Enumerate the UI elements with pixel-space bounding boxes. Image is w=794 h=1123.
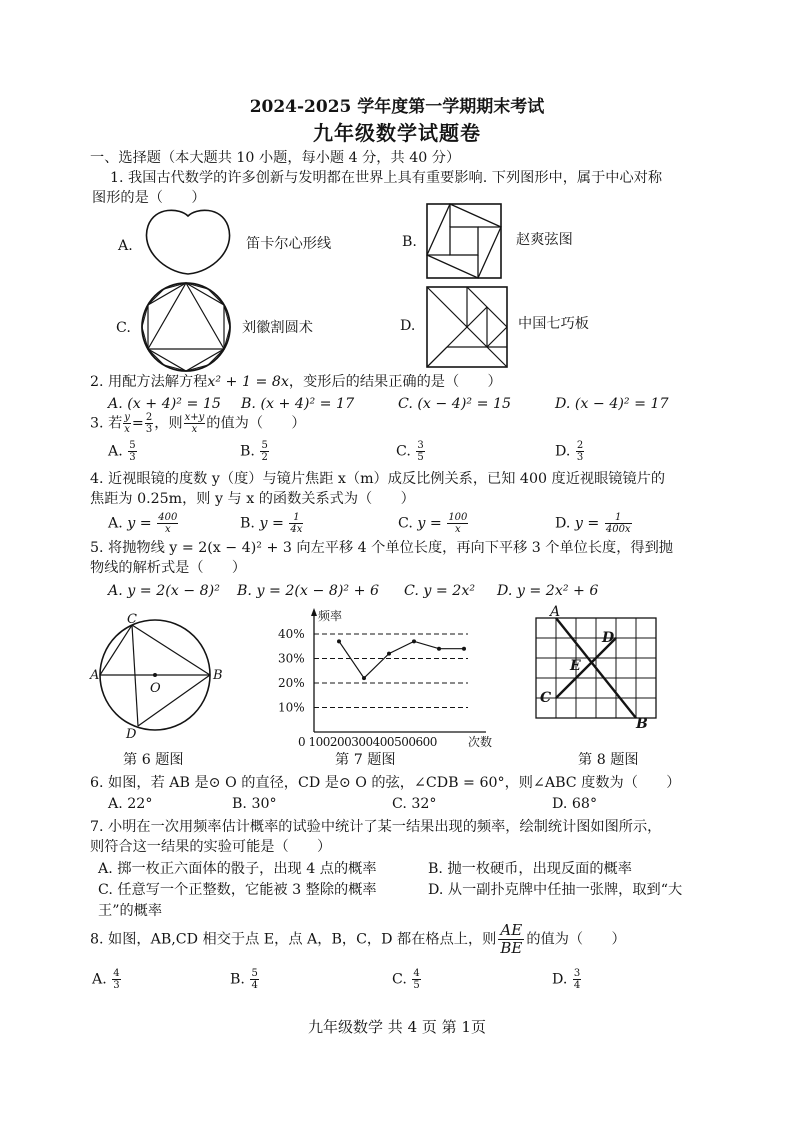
- liu-hui-circle-figure: [138, 280, 238, 374]
- q1-option-d-label: 中国七巧板: [518, 316, 589, 332]
- figure-8-caption: 第 8 题图: [578, 752, 639, 768]
- q2-option-b: B. (x + 4)² = 17: [241, 396, 355, 412]
- q2-stem-b: ，变形后的结果正确的是（ ）: [288, 374, 502, 390]
- q3-equals: =: [131, 415, 144, 432]
- figure-6-circle: [92, 612, 222, 742]
- segment-cd: [556, 638, 616, 698]
- q3-stem-c: 的值为（ ）: [206, 415, 306, 432]
- q5-option-d: D. y = 2x² + 6: [497, 583, 599, 599]
- label-d: D: [126, 727, 137, 742]
- q1-option-c-letter: C.: [116, 320, 131, 336]
- x-tick-labels: 0 100200300400500600: [298, 735, 437, 749]
- page-footer: 九年级数学 共 4 页 第 1页: [308, 1018, 486, 1036]
- exam-title: 2024-2025 学年度第一学期期末考试: [249, 97, 545, 117]
- q7-option-d-line2: 王”的概率: [98, 903, 163, 919]
- q4-option-a: A. y = $\frac{400}{x}$: [108, 512, 178, 535]
- q2-option-d: D. (x − 4)² = 17: [555, 396, 669, 412]
- q7-option-d-line1: D. 从一副扑克牌中任抽一张牌，取到“大: [428, 882, 683, 898]
- figure-7-chart: [276, 604, 502, 748]
- label-b: B: [636, 716, 648, 732]
- q8-fraction: $\frac{AE}{BE}$: [500, 921, 523, 957]
- center-point: [153, 673, 157, 677]
- data-point: [462, 647, 466, 651]
- q1-stem-line2: 图形的是（ ）: [92, 190, 206, 206]
- q7-option-a: A. 掷一枚正六面体的骰子，出现 4 点的概率: [98, 861, 377, 877]
- q3-given-fraction: $\frac{y}{x}$: [124, 412, 130, 435]
- figure-7-caption: 第 7 题图: [335, 752, 396, 768]
- q7-stem-line1: 7. 小明在一次用频率估计概率的试验中统计了某一结果出现的频率，绘制统计图如图所示，: [90, 819, 662, 835]
- q3-stem-b: ，则: [154, 415, 183, 432]
- data-point: [412, 639, 416, 643]
- q3-option-c: C. $\frac{3}{5}$: [396, 440, 424, 463]
- q2-stem: [90, 372, 502, 392]
- q3-option-b: B. $\frac{5}{2}$: [240, 440, 268, 463]
- q6-stem: 6. 如图，若 AB 是⊙ O 的直径，CD 是⊙ O 的弦，∠CDB = 60°，则∠ABC 度数为（ ）: [90, 775, 681, 791]
- q8-stem-b: 的值为（ ）: [526, 931, 626, 948]
- q4-stem-line2: 焦距为 0.25m，则 y 与 x 的函数关系式为（ ）: [90, 491, 415, 507]
- y-tick-label: 20%: [278, 676, 305, 690]
- q7-stem-line2: 则符合这一结果的实验可能是（ ）: [90, 839, 332, 855]
- q5-option-b: B. y = 2(x − 8)² + 6: [237, 583, 380, 599]
- label-d: D: [602, 630, 615, 646]
- section-heading: 一、选择题（本大题共 10 小题，每小题 4 分，共 40 分）: [90, 150, 461, 166]
- q3-stem: [90, 412, 306, 436]
- q6-option-d: D. 68°: [552, 796, 598, 812]
- y-tick-label: 10%: [278, 700, 305, 715]
- y-axis-arrow: [311, 608, 317, 616]
- q1-stem-line1: 1. 我国古代数学的许多创新与发明都在世界上具有重要影响. 下列图形中，属于中心对称: [110, 170, 663, 186]
- q4-stem-line1: 4. 近视眼镜的度数 y（度）与镜片焦距 x（m）成反比例关系，已知 400 度近视眼镜镜片的: [90, 471, 666, 487]
- tangram-figure: [426, 286, 508, 368]
- data-point: [337, 639, 341, 643]
- label-a: A: [550, 604, 561, 620]
- q5-stem-line2: 物线的解析式是（ ）: [90, 560, 247, 576]
- data-point: [387, 652, 391, 656]
- q1-option-b-letter: B.: [402, 234, 417, 250]
- y-axis-label: 频率: [318, 609, 343, 623]
- data-point: [437, 647, 441, 651]
- q2-option-a: A. (x + 4)² = 15: [108, 396, 221, 412]
- q7-option-c: C. 任意写一个正整数，它能被 3 整除的概率: [98, 882, 377, 898]
- data-point: [362, 676, 366, 680]
- label-c: C: [540, 690, 552, 706]
- y-tick-label: 30%: [278, 651, 305, 666]
- q5-option-a: A. y = 2(x − 8)²: [108, 583, 220, 599]
- figure-6-caption: 第 6 题图: [123, 752, 184, 768]
- q5-option-c: C. y = 2x²: [404, 583, 476, 599]
- q1-option-d-letter: D.: [400, 318, 416, 334]
- q1-option-c-label: 刘徽割圆术: [242, 320, 313, 336]
- q8-option-c: C. $\frac{4}{5}$: [392, 968, 420, 991]
- q6-option-c: C. 32°: [392, 796, 437, 812]
- q2-option-c: C. (x − 4)² = 15: [398, 396, 512, 412]
- q6-option-b: B. 30°: [232, 796, 277, 812]
- q4-option-b: B. y = $\frac{1}{4x}$: [240, 512, 303, 535]
- label-a: A: [90, 668, 100, 683]
- q3-stem-a: 若: [108, 415, 123, 432]
- series-line: [339, 641, 464, 678]
- q4-option-c: C. y = $\frac{100}{x}$: [398, 512, 468, 535]
- q8-stem: [90, 922, 626, 962]
- label-o: O: [150, 681, 161, 696]
- q8-stem-a: 8. 如图，AB,CD 相交于点 E，点 A，B，C，D 都在格点上，则: [90, 931, 497, 948]
- label-e: E: [570, 658, 581, 674]
- y-tick-label: 40%: [278, 627, 305, 641]
- q3-given-value: $\frac{2}{3}$: [145, 412, 153, 435]
- exam-subtitle: 九年级数学试题卷: [313, 121, 481, 145]
- label-c: C: [127, 612, 137, 627]
- q8-option-a: A. $\frac{4}{3}$: [92, 968, 120, 991]
- q8-option-d: D. $\frac{3}{4}$: [552, 968, 581, 991]
- zhao-shuang-chord-figure: [426, 203, 502, 279]
- q4-option-d: D. y = $\frac{1}{400x}$: [555, 512, 631, 535]
- q3-expression: $\frac{x+y}{x}$: [184, 412, 205, 435]
- q3-option-d: D. $\frac{2}{3}$: [555, 440, 584, 463]
- q2-equation: x² + 1 = 8x: [207, 374, 289, 390]
- q6-option-a: A. 22°: [108, 796, 153, 812]
- q7-option-b: B. 抛一枚硬币，出现反面的概率: [428, 861, 632, 877]
- q2-stem-a: 2. 用配方法解方程: [90, 374, 208, 390]
- q3-option-a: A. $\frac{5}{3}$: [108, 440, 136, 463]
- label-b: B: [213, 668, 223, 683]
- q1-option-a-label: 笛卡尔心形线: [246, 236, 332, 252]
- q8-option-b: B. $\frac{5}{4}$: [230, 968, 258, 991]
- q5-stem-line1: 5. 将抛物线 y = 2(x − 4)² + 3 向左平移 4 个单位长度，再向下平移 3 个单位长度，得到抛: [90, 540, 673, 556]
- figure-8-grid: [530, 604, 670, 732]
- q3-number: 3.: [90, 415, 104, 432]
- cardioid-figure: [140, 200, 240, 280]
- q1-option-a-letter: A.: [118, 238, 133, 254]
- q1-option-b-label: 赵爽弦图: [516, 232, 573, 248]
- x-axis-label: 次数: [468, 735, 493, 749]
